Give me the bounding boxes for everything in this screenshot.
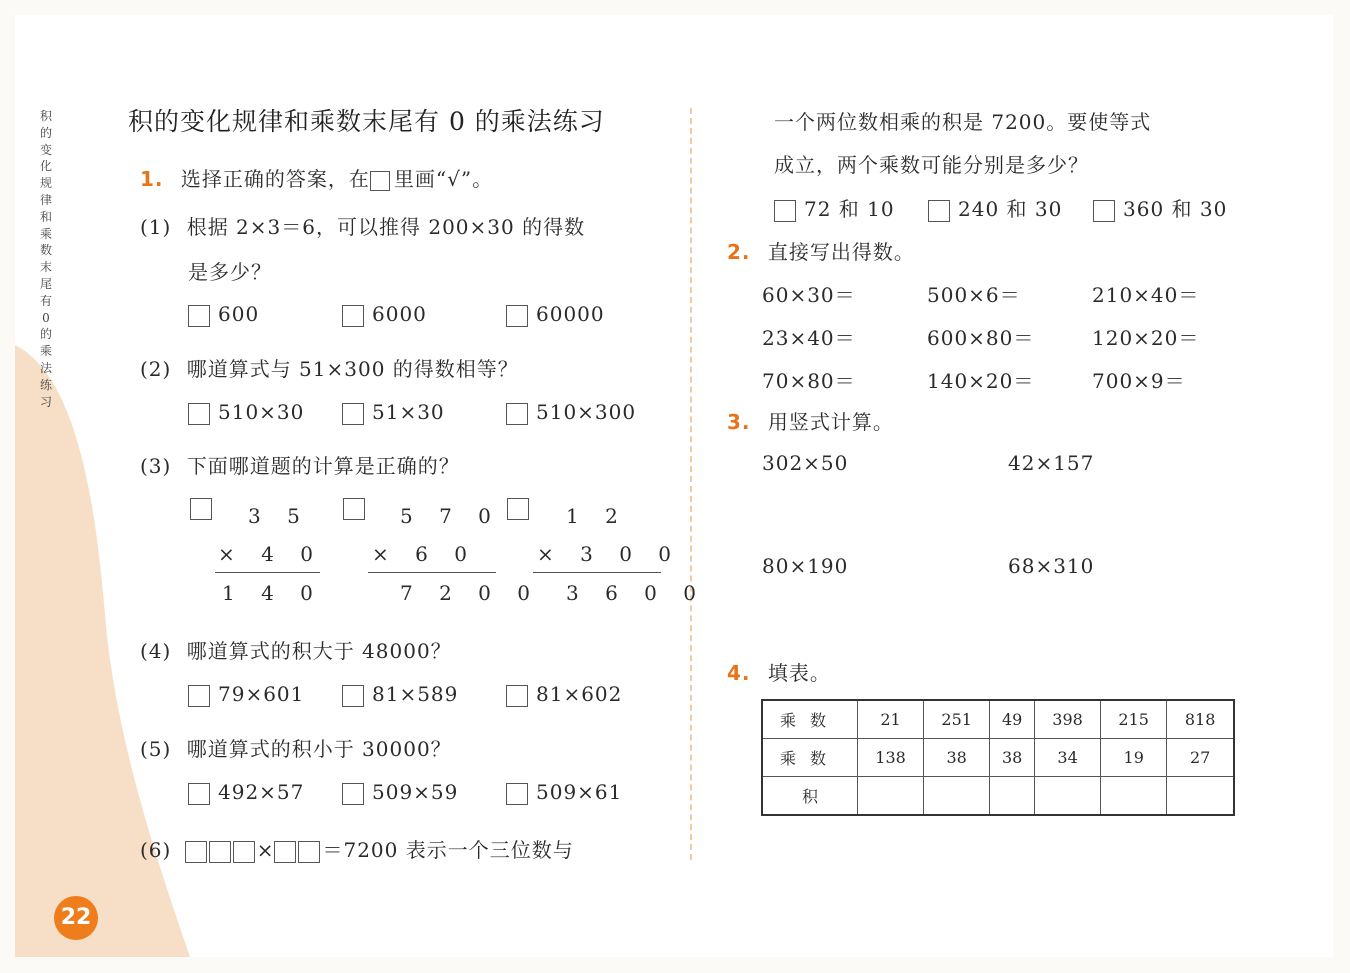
- q1-sub5-option-a[interactable]: 492×57: [188, 780, 304, 805]
- checkbox[interactable]: [506, 403, 528, 425]
- q3-item: 68×310: [1008, 554, 1095, 578]
- q1-sub5-option-b[interactable]: 509×59: [342, 780, 458, 805]
- q2-item[interactable]: 60×30＝: [762, 283, 856, 307]
- checkbox[interactable]: [506, 305, 528, 327]
- table-cell: 818: [1167, 700, 1234, 739]
- q2-item[interactable]: 23×40＝: [762, 326, 856, 350]
- q2-header: 2. 直接写出得数。: [727, 240, 915, 264]
- checkbox[interactable]: [188, 305, 210, 327]
- q3-item: 42×157: [1008, 451, 1095, 475]
- q2-item[interactable]: 500×6＝: [927, 283, 1021, 307]
- q1-sub2-option-b[interactable]: 51×30: [342, 400, 445, 425]
- table-cell: 138: [858, 739, 924, 777]
- page-number-badge: 22: [54, 896, 98, 940]
- checkbox[interactable]: [342, 305, 364, 327]
- q3-item: 302×50: [762, 451, 849, 475]
- calc-c-result: 3 6 0 0: [566, 581, 706, 605]
- table-cell: 27: [1167, 739, 1234, 777]
- q1-sub2-option-c[interactable]: 510×300: [506, 400, 636, 425]
- table-cell: 21: [858, 700, 924, 739]
- checkbox[interactable]: [928, 200, 950, 222]
- calc-c-mult: × 3 0 0: [537, 542, 682, 566]
- table-cell: 49: [990, 700, 1035, 739]
- q1-sub6-option-c[interactable]: 360 和 30: [1093, 193, 1227, 222]
- calc-b-line: [368, 572, 496, 573]
- fill-table: [761, 699, 1235, 816]
- q1-prompt-a: 选择正确的答案，在: [180, 167, 370, 191]
- answer-cell[interactable]: [1167, 777, 1234, 816]
- q1-sub1-option-a[interactable]: 600: [188, 302, 259, 327]
- q1-sub1-line1: [140, 211, 585, 240]
- table-cell: 34: [1035, 739, 1101, 777]
- checkbox[interactable]: [1093, 200, 1115, 222]
- table-cell: 38: [990, 739, 1035, 777]
- checkbox[interactable]: [506, 783, 528, 805]
- row-label: 乘数: [762, 739, 858, 777]
- q1-sub5-line: (5) 哪道算式的积小于 30000？: [140, 737, 452, 761]
- digit-box[interactable]: [185, 841, 207, 863]
- checkbox[interactable]: [188, 783, 210, 805]
- calc-b-mult: × 6 0: [372, 542, 477, 566]
- q1-sub3-line: (3) 下面哪道题的计算是正确的？: [140, 454, 460, 478]
- q1-header: [140, 163, 493, 192]
- digit-box[interactable]: [298, 841, 320, 863]
- q1-sub6-option-b[interactable]: 240 和 30: [928, 193, 1062, 222]
- row-label: 积: [762, 777, 858, 816]
- q2-item[interactable]: 600×80＝: [927, 326, 1035, 350]
- q1-sub1-option-c[interactable]: 60000: [506, 302, 605, 327]
- q1-number: 1.: [140, 167, 164, 191]
- checkbox[interactable]: [188, 403, 210, 425]
- checkbox[interactable]: [342, 403, 364, 425]
- table-cell: 38: [924, 739, 990, 777]
- calc-a-mult: × 4 0: [218, 542, 323, 566]
- q1-sub2-line: (2) 哪道算式与 51×300 的得数相等？: [140, 357, 519, 381]
- table-cell: 251: [924, 700, 990, 739]
- q2-item[interactable]: 700×9＝: [1092, 369, 1186, 393]
- calc-c-top: 1 2: [566, 504, 628, 528]
- prompt-checkbox-icon: [370, 171, 390, 191]
- calc-a-line: [215, 572, 320, 573]
- table-row: [762, 739, 1234, 777]
- q1-sub4-option-b[interactable]: 81×589: [342, 682, 458, 707]
- table-cell: 19: [1101, 739, 1167, 777]
- checkbox[interactable]: [342, 685, 364, 707]
- digit-box[interactable]: [233, 841, 255, 863]
- answer-cell[interactable]: [1035, 777, 1101, 816]
- table-cell: 398: [1035, 700, 1101, 739]
- answer-cell[interactable]: [990, 777, 1035, 816]
- q1-sub6-cont-line2: 成立，两个乘数可能分别是多少？: [774, 153, 1089, 177]
- q1-sub1-line2: 是多少？: [188, 260, 272, 284]
- q1-sub5-option-c[interactable]: 509×61: [506, 780, 622, 805]
- checkbox[interactable]: [188, 685, 210, 707]
- calc-b-top: 5 7 0: [400, 504, 501, 528]
- digit-box[interactable]: [274, 841, 296, 863]
- table-row: [762, 700, 1234, 739]
- answer-cell[interactable]: [1101, 777, 1167, 816]
- q1-sub1-text: 根据 2×3＝6，可以推得 200×30 的得数: [186, 215, 586, 239]
- calc-b-result: 7 2 0 0: [400, 581, 540, 605]
- page-title: 积的变化规律和乘数末尾有 0 的乘法练习: [128, 107, 605, 136]
- q3-header: 3. 用竖式计算。: [727, 410, 894, 434]
- q2-item[interactable]: 120×20＝: [1092, 326, 1200, 350]
- running-title: 积 的 变 化 规 律 和 乘 数 末 尾 有 0 的 乘 法 练 习: [39, 109, 52, 409]
- answer-cell[interactable]: [858, 777, 924, 816]
- table-cell: 215: [1101, 700, 1167, 739]
- calc-a-top: 3 5: [248, 504, 310, 528]
- checkbox[interactable]: [506, 685, 528, 707]
- q1-sub4-option-c[interactable]: 81×602: [506, 682, 622, 707]
- column-divider: [690, 108, 692, 860]
- q1-sub6-option-a[interactable]: 72 和 10: [774, 193, 895, 222]
- row-label: 乘数: [762, 700, 858, 739]
- q1-sub3-checkbox-b[interactable]: [343, 498, 365, 520]
- q1-sub6-cont-line1: 一个两位数相乘的积是 7200。要使等式: [774, 110, 1152, 134]
- q4-header: 4. 填表。: [727, 661, 831, 685]
- digit-box[interactable]: [209, 841, 231, 863]
- q1-sub4-line: (4) 哪道算式的积大于 48000？: [140, 639, 452, 663]
- q1-sub3-checkbox-a[interactable]: [190, 498, 212, 520]
- q1-prompt-b: 里画“√”。: [393, 167, 494, 191]
- q1-sub4-option-a[interactable]: 79×601: [188, 682, 304, 707]
- q1-sub1-option-b[interactable]: 6000: [342, 302, 427, 327]
- q3-item: 80×190: [762, 554, 849, 578]
- q1-sub3-checkbox-c[interactable]: [507, 498, 529, 520]
- table-row: [762, 777, 1234, 816]
- answer-cell[interactable]: [924, 777, 990, 816]
- checkbox[interactable]: [774, 200, 796, 222]
- calc-c-line: [533, 572, 661, 573]
- q1-sub6-line: (6) × ＝7200 表示一个三位数与: [140, 838, 574, 862]
- q2-item[interactable]: 70×80＝: [762, 369, 856, 393]
- q2-item[interactable]: 210×40＝: [1092, 283, 1200, 307]
- calc-a-result: 1 4 0: [222, 581, 323, 605]
- q2-item[interactable]: 140×20＝: [927, 369, 1035, 393]
- q1-sub2-option-a[interactable]: 510×30: [188, 400, 304, 425]
- q1-sub1-label: (1): [140, 215, 172, 239]
- checkbox[interactable]: [342, 783, 364, 805]
